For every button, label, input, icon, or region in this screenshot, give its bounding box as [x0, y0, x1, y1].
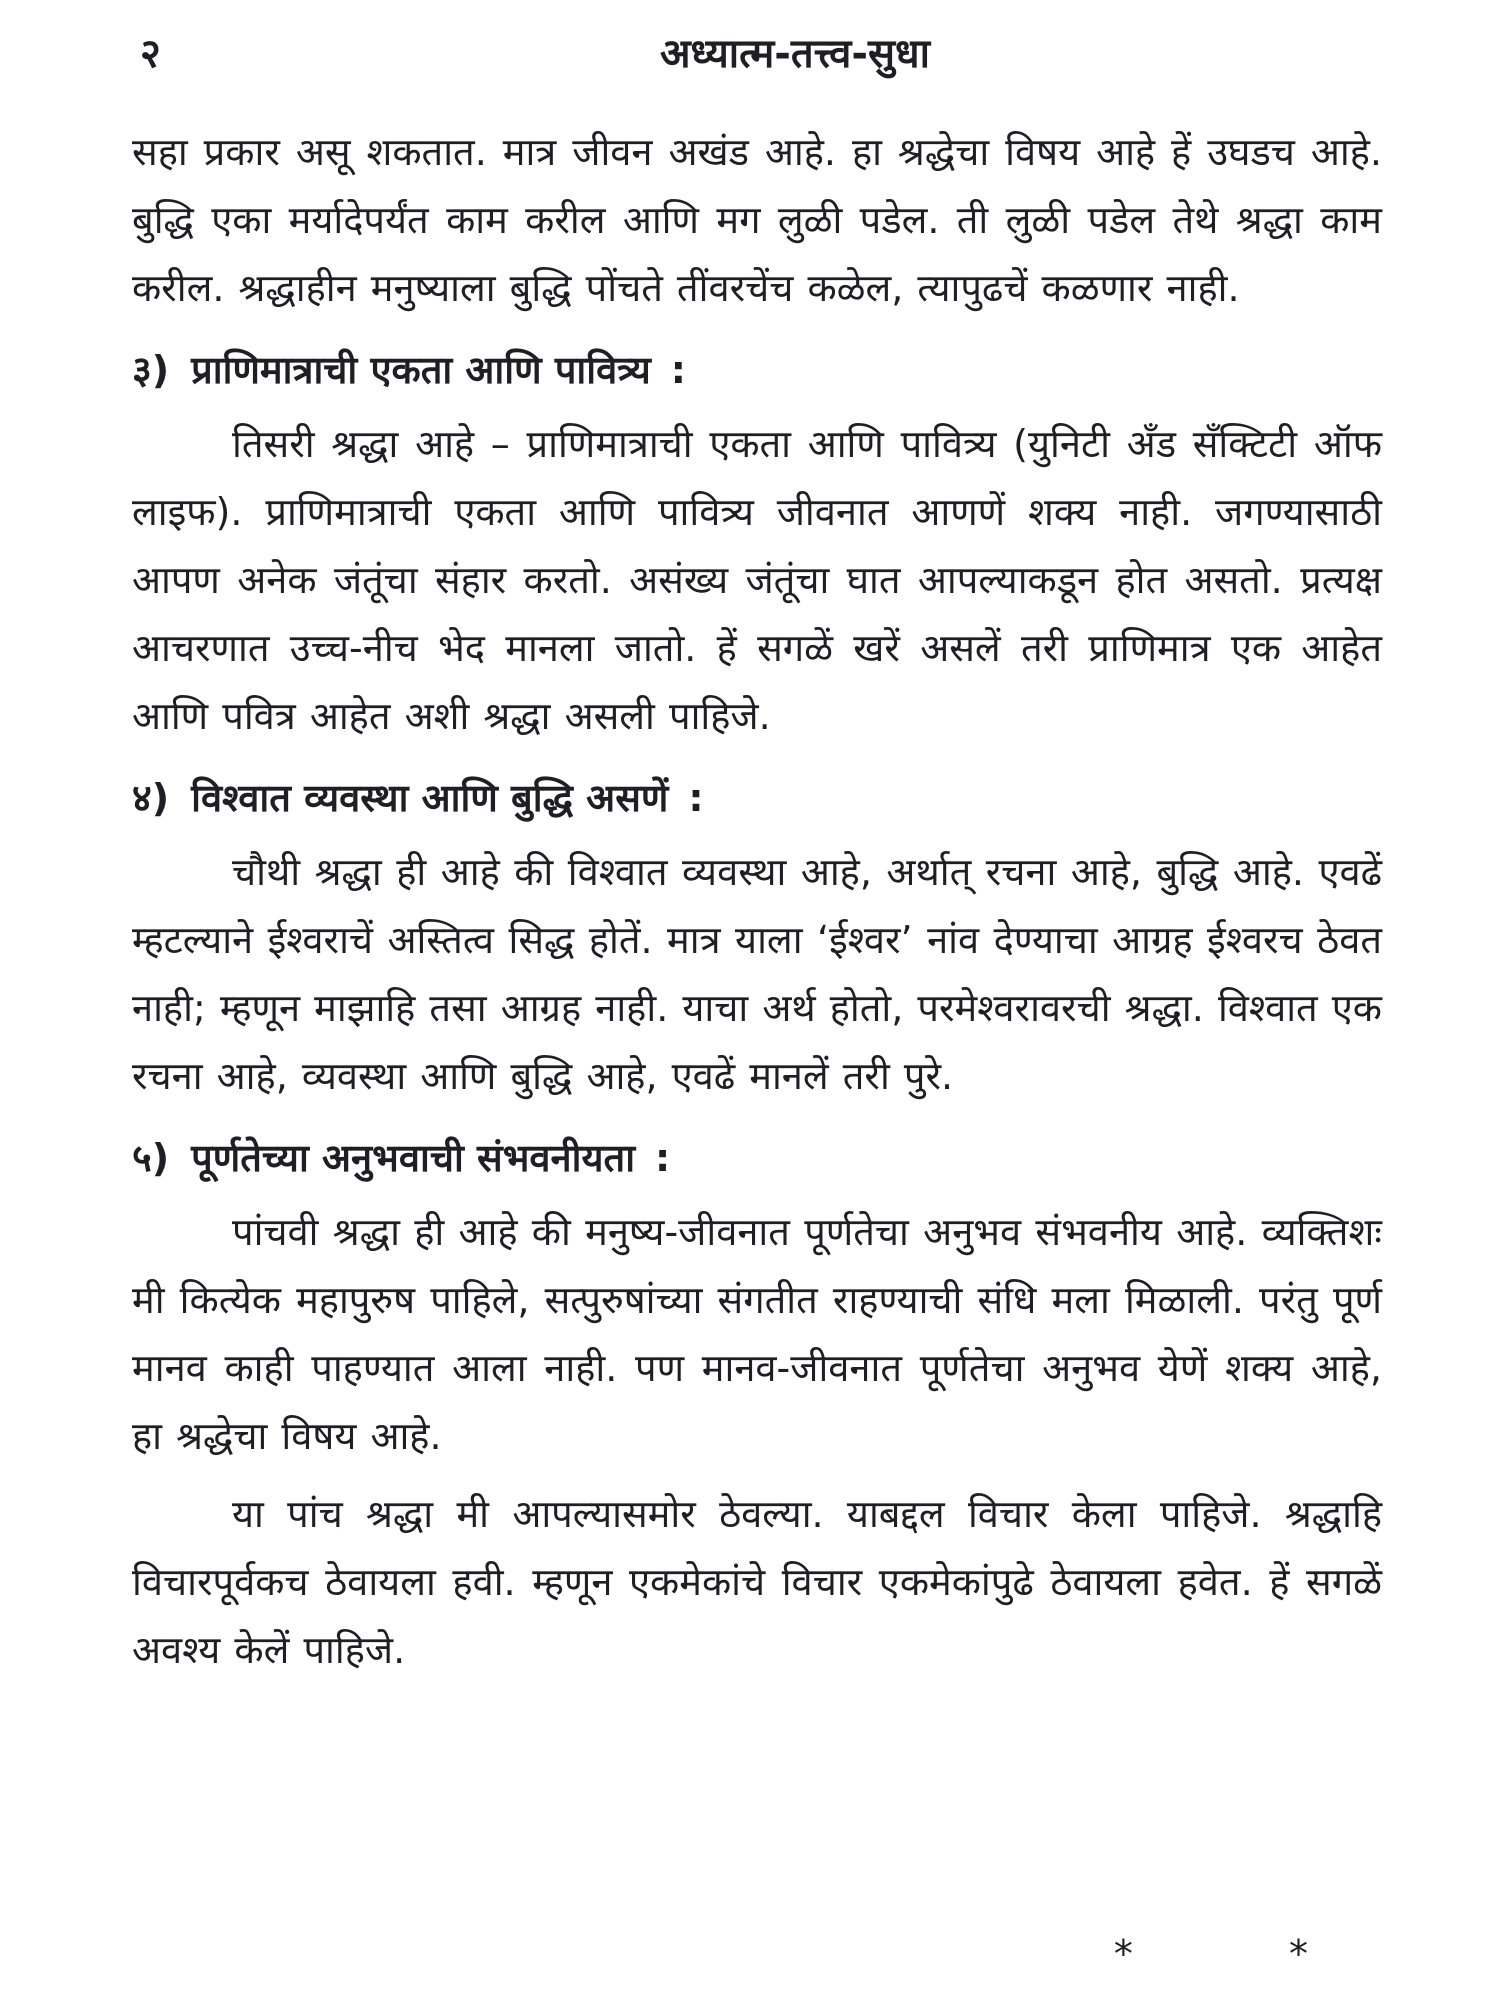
section-title: पूर्णतेच्या अनुभवाची संभवनीयता: [191, 1136, 636, 1180]
section-title: प्राणिमात्राची एकता आणि पावित्र्य: [191, 348, 651, 392]
heading-colon: :: [670, 348, 686, 392]
heading-colon: :: [655, 1136, 671, 1180]
paragraph-2: तिसरी श्रद्धा आहे – प्राणिमात्राची एकता आणि पावित्र्य (युनिटी अँड सँक्टिटी ऑफ लाइफ). प्राणिमात्राची एकता आणि पावित्र्य जीवनात आणणें शक्य नाही. जगण्यासाठी आपण अनेक जंतूंचा संहार करतो. असंख्य जंतूंचा घात आपल्याकडून होत असतो. प्रत्यक्ष आचरणात उच्च-नीच भेद मानला जातो. हें सगळें खरें असलें तरी प्राणिमात्र एक आहेत आणि पवित्र आहेत अशी श्रद्धा असली पाहिजे.: [132, 422, 1382, 738]
paragraph-3: चौथी श्रद्धा ही आहे की विश्वात व्यवस्था आहे, अर्थात् रचना आहे, बुद्धि आहे. एवढें म्हटल्याने ईश्वराचें अस्तित्व सिद्ध होतें. मात्र याला ‘ईश्वर’ नांव देण्याचा आग्रह ईश्वरच ठेवत नाही; म्हणून माझाहि तसा आग्रह नाही. याचा अर्थ होतो, परमेश्वरावरची श्रद्धा. विश्वात एक रचना आहे, व्यवस्था आणि बुद्धि आहे, एवढें मानलें तरी पुरे.: [132, 850, 1382, 1098]
end-mark: * *: [1113, 1932, 1380, 1976]
page-header: [120, 24, 1410, 84]
paragraph-5: या पांच श्रद्धा मी आपल्यासमोर ठेवल्या. याबद्दल विचार केला पाहिजे. श्रद्धाहि विचारपूर्वकच ठेवायला हवी. म्हणून एकमेकांचे विचार एकमेकांपुढे ठेवायला हवेत. हें सगळें अवश्य केलें पाहिजे.: [132, 1492, 1382, 1672]
heading-colon: :: [688, 776, 704, 820]
section-number: ४): [132, 776, 170, 820]
page-body: [132, 118, 1382, 1694]
section-heading-5: [132, 1120, 1382, 1196]
running-title: अध्यात्म-तत्त्व-सुधा: [659, 31, 930, 77]
page-number: २: [140, 31, 161, 77]
paragraph-1: सहा प्रकार असू शकतात. मात्र जीवन अखंड आहे. हा श्रद्धेचा विषय आहे हें उघडच आहे. बुद्धि एका मर्यादेपर्यंत काम करील आणि मग लुळी पडेल. ती लुळी पडेल तेथे श्रद्धा काम करील. श्रद्धाहीन मनुष्याला बुद्धि पोंचते तींवरचेंच कळेल, त्यापुढचें कळणार नाही.: [132, 130, 1382, 310]
section-title: विश्वात व्यवस्था आणि बुद्धि असणें: [191, 776, 669, 820]
section-number: ५): [132, 1136, 170, 1180]
section-number: ३): [132, 348, 170, 392]
section-heading-4: [132, 760, 1382, 836]
paragraph-4: पांचवी श्रद्धा ही आहे की मनुष्य-जीवनात पूर्णतेचा अनुभव संभवनीय आहे. व्यक्तिशः मी कित्येक महापुरुष पाहिले, सत्पुरुषांच्या संगतीत राहण्याची संधि मला मिळाली. परंतु पूर्ण मानव काही पाहण्यात आला नाही. पण मानव-जीवनात पूर्णतेचा अनुभव येणें शक्य आहे, हा श्रद्धेचा विषय आहे.: [132, 1210, 1382, 1458]
section-heading-3: [132, 332, 1382, 408]
